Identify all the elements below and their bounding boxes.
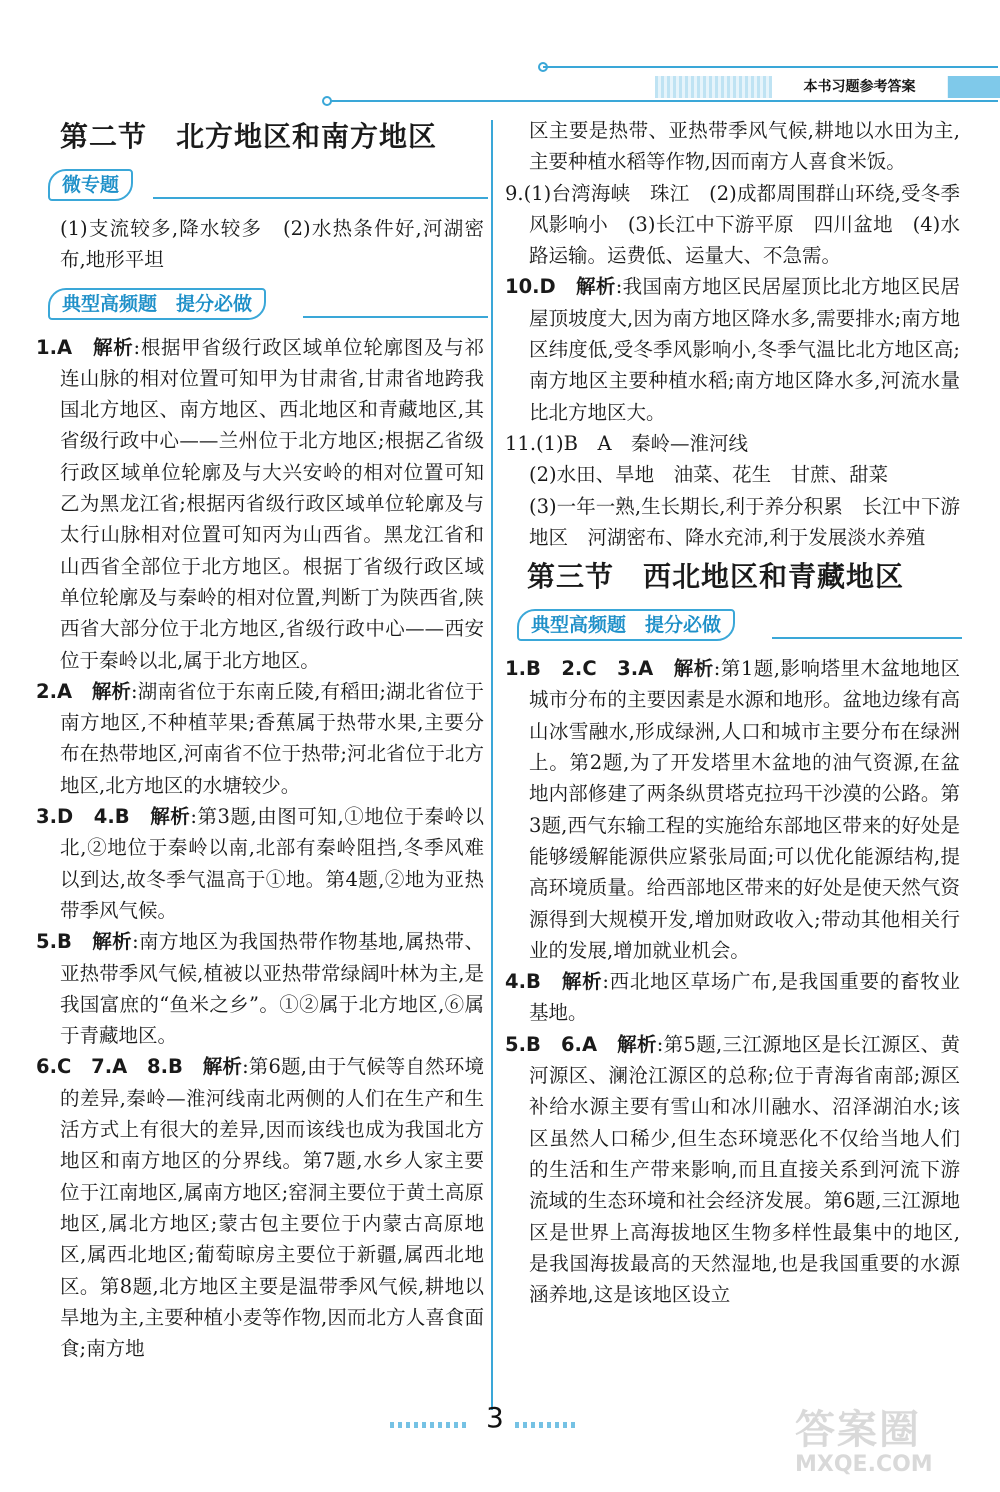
watermark-url: MXQE.COM	[795, 1452, 933, 1477]
header-label: 本书习题参考答案	[772, 76, 947, 98]
answer-item	[505, 1029, 960, 1311]
tag-underline	[772, 637, 962, 639]
answer-number: 4.B	[505, 970, 541, 994]
answer-11-part2: (2)水田、旱地 油菜、花生 甘蔗、甜菜	[529, 463, 889, 487]
tag-underline	[153, 197, 488, 199]
tag-typical-label: 典型高频题 提分必做	[517, 609, 735, 641]
analysis-text: :第3题,由图可知,①地位于秦岭以北,②地位于秦岭以南,北部有秦岭阻挡,冬季风难以到达,故冬季气温高于①地。第4题,②地为亚热带季风气候。	[60, 805, 484, 922]
footer-ornament	[515, 1422, 575, 1428]
page-number: 3	[486, 1401, 504, 1434]
analysis-label: 解析	[575, 275, 616, 299]
page-footer	[390, 1400, 610, 1440]
watermark	[795, 1408, 990, 1488]
answer-item	[505, 653, 960, 966]
answer-item	[36, 332, 484, 676]
answer-number: 1.A	[36, 335, 73, 359]
tag-micro-topic	[48, 163, 484, 205]
left-column	[36, 115, 484, 1364]
micro-answer: (1)支流较多,降水较多 (2)水热条件好,河湖密布,地形平坦	[60, 217, 484, 272]
analysis-label: 解析	[93, 335, 134, 359]
header-rule	[543, 66, 998, 68]
tag-typical-2	[517, 603, 960, 645]
tag-typical	[48, 282, 484, 324]
analysis-text: :第1题,影响塔里木盆地地区城市分布的主要因素是水源和地形。盆地边缘有高山冰雪融水,形成绿洲,人口和城市主要分布在绿洲上。第2题,为了开发塔里木盆地的油气资源,在盆地内部修建了两条纵贯塔克拉玛干沙漠的公路。第3题,西气东输工程的实施给东部地区带来的好处是能够缓解能源供应紧张局面;可以优化能源结构,提高环境质量。给西部地区带来的好处是使天然气资源得到大规模开发,增加财政收入;带动其他相关行业的发展,增加就业机会。	[529, 657, 960, 962]
footer-ornament	[390, 1422, 470, 1428]
answer-item	[505, 966, 960, 1029]
answer-item	[36, 801, 484, 926]
analysis-label: 解析	[91, 679, 132, 703]
answer-item	[36, 1051, 484, 1364]
section-title-3: 第三节 西北地区和青藏地区	[527, 560, 905, 594]
analysis-text: :湖南省位于东南丘陵,有稻田;湖北省位于南方地区,不种植苹果;香蕉属于热带水果,主要分布在热带地区,河南省不位于热带;河北省位于北方地区,北方地区的水塘较少。	[60, 679, 484, 797]
header-cap	[948, 76, 1000, 98]
answer-number: 3.D 4.B	[36, 805, 130, 829]
analysis-text: :根据甲省级行政区域单位轮廓图及与祁连山脉的相对位置可知甲为甘肃省,甘肃省地跨我国北方地区、南方地区、西北地区和青藏地区,其省级行政中心——兰州位于北方地区;根据乙省级行政区域单位轮廓及与大兴安岭的相对位置可知乙为黑龙江省;根据丙省级行政区域单位轮廓及与太行山脉相对位置可知丙为山西省。黑龙江省和山西省全部位于北方地区。根据丁省级行政区域单位轮廓及与秦岭的相对位置,判断丁为陕西省,陕西省大部分位于北方地区,省级行政中心——西安位于秦岭以北,属于北方地区。	[60, 335, 484, 672]
analysis-text: :第6题,由于气候等自然环境的差异,秦岭—淮河线南北两侧的人们在生产和生活方式上有很大的差异,因而该线也成为我国北方地区和南方地区的分界线。第7题,水乡人家主要位于江南地区,属南方地区;窑洞主要位于黄土高原地区,属北方地区;蒙古包主要位于内蒙古高原地区,属西北地区;葡萄晾房主要位于新疆,属西北地区。第8题,北方地区主要是温带季风气候,耕地以旱地为主,主要种植小麦等作物,因而北方人喜食面食;南方地	[60, 1055, 484, 1361]
answer-item	[36, 926, 484, 1051]
header-rule-2	[330, 100, 998, 102]
analysis-label: 解析	[202, 1055, 243, 1079]
answer-11-part1: 11.(1)B A 秦岭—淮河线	[505, 431, 749, 455]
tag-typical-label: 典型高频题 提分必做	[48, 288, 266, 320]
watermark-text: 答案圈	[795, 1407, 921, 1453]
answer-10	[505, 271, 960, 427]
tag-micro-label: 微专题	[48, 169, 133, 201]
answer-number: 2.A	[36, 679, 73, 703]
right-column	[505, 115, 960, 1310]
answer-item	[36, 676, 484, 801]
answer-9: 9.(1)台湾海峡 珠江 (2)成都周围群山环绕,受冬季风影响小 (3)长江中下游平原 四川盆地 (4)水路运输。运费低、运量大、不急需。	[505, 181, 960, 268]
analysis-text: :西北地区草场广布,是我国重要的畜牧业基地。	[529, 970, 960, 1025]
analysis-label: 解析	[561, 970, 603, 994]
answer-number: 6.C 7.A 8.B	[36, 1055, 183, 1079]
right-answer-list	[505, 653, 960, 1310]
answer-11-part3: (3)一年一熟,生长期长,利于养分积累 长江中下游地区 河湖密布、降水充沛,利于发展淡水养殖	[529, 494, 960, 549]
left-answer-list	[36, 332, 484, 1365]
continued-answer: 区主要是热带、亚热带季风气候,耕地以水田为主,主要种植水稻等作物,因而南方人喜食米饭。	[529, 119, 960, 174]
column-divider	[491, 120, 493, 1410]
answer-number: 1.B 2.C 3.A	[505, 657, 654, 681]
analysis-label: 解析	[92, 930, 133, 954]
answer-number: 10.D	[505, 275, 556, 299]
analysis-label: 解析	[617, 1032, 657, 1056]
analysis-label: 解析	[673, 657, 714, 681]
section-title-2: 第二节 北方地区和南方地区	[60, 120, 438, 153]
analysis-text: :第5题,三江源地区是长江源区、黄河源区、澜沧江源区的总称;位于青海省南部;源区补给水源主要有雪山和冰川融水、沼泽湖泊水;该区虽然人口稀少,但生态环境恶化不仅给当地人们的生活和生产带来影响,而且直接关系到河流下游流域的生态环境和社会经济发展。第6题,三江源地区是世界上高海拔地区生物多样性最集中的地区,是我国海拔最高的天然湿地,也是我国重要的水源涵养地,这是该地区设立	[529, 1032, 960, 1307]
answer-number: 5.B	[36, 930, 72, 954]
analysis-label: 解析	[150, 805, 191, 829]
analysis-text: :我国南方地区民居屋顶比北方地区民居屋顶坡度大,因为南方地区降水多,需要排水;南方地区纬度低,受冬季风影响小,冬季气温比北方地区高;南方地区主要种植水稻;南方地区降水多,河流水量比北方地区大。	[529, 275, 960, 424]
answer-number: 5.B 6.A	[505, 1032, 598, 1056]
tag-underline	[303, 316, 488, 318]
analysis-text: :南方地区为我国热带作物基地,属热带、亚热带季风气候,植被以亚热带常绿阔叶林为主,是我国富庶的“鱼米之乡”。①②属于北方地区,⑥属于青藏地区。	[60, 930, 484, 1048]
